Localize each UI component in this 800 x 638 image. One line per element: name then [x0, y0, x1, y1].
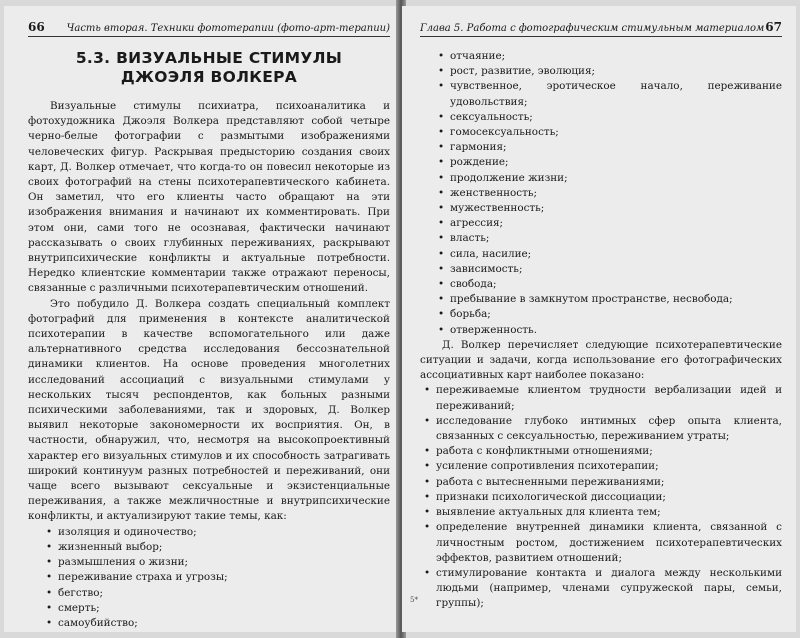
tasks-list — [420, 383, 782, 611]
list-item: • определение внутренней динамики клиента, связанной с личностным ростом, достижением психотерапевтических эффектов, развитием отношений; — [420, 520, 782, 566]
list-item: • жизненный выбор; — [42, 540, 390, 555]
list-item: • отверженность. — [434, 323, 782, 338]
right-page — [402, 6, 796, 632]
list-item: • исследование глубоко интимных сфер опыта клиента, связанных с сексуальностью, переживанием утраты; — [420, 414, 782, 444]
list-item: • зависимость; — [434, 262, 782, 277]
list-item: • переживание страха и угрозы; — [42, 570, 390, 585]
list-item: • работа с вытесненными переживаниями; — [420, 475, 782, 490]
left-page-header — [28, 20, 390, 37]
list-item: • гомосексуальность; — [434, 125, 782, 140]
left-page — [4, 6, 400, 632]
list-item: • гармония; — [434, 140, 782, 155]
section-title — [28, 49, 390, 87]
list-item: • размышления о жизни; — [42, 555, 390, 570]
right-page-number: 67 — [765, 20, 782, 34]
right-running-head: Глава 5. Работа с фотографическим стимульным материалом — [420, 23, 765, 34]
list-item: • свобода; — [434, 277, 782, 292]
list-item: • пребывание в замкнутом пространстве, несвобода; — [434, 292, 782, 307]
list-item: • изоляция и одиночество; — [42, 525, 390, 540]
list-item: • стимулирование контакта и диалога между несколькими людьми (например, членами супружеской пары, семьи, группы); — [420, 566, 782, 612]
list-item: • рост, развитие, эволюция; — [434, 64, 782, 79]
left-running-head: Часть вторая. Техники фототерапии (фото-арт-терапии) — [66, 23, 390, 34]
list-item: • сила, насилие; — [434, 247, 782, 262]
list-item: • самоубийство; — [42, 616, 390, 631]
list-item: • признаки психологической диссоциации; — [420, 490, 782, 505]
list-item: • смерть; — [42, 601, 390, 616]
list-item: • власть; — [434, 231, 782, 246]
section-title-line-2: ДЖОЭЛЯ ВОЛКЕРА — [120, 68, 298, 86]
list-item: • мужественность; — [434, 201, 782, 216]
list-item: • рождение; — [434, 155, 782, 170]
list-item: • агрессия; — [434, 216, 782, 231]
paragraph: Это побудило Д. Волкера создать специальный комплект фотографий для применения в контексте аналитической психотерапии в качестве вспомогательного или даже альтернативного средства исследования бессознательной динамики клиентов. На основе проведения многолетних исследований ассоциаций с визуальными стимулами у нескольких тысяч респондентов, как больных разными психическими заболеваниями, так и здоровых, Д. Волкер выявил некоторые закономерности их восприятия. Он, в частности, обнаружил, что, несмотря на высокопроективный характер его визуальных стимулов и их способность затрагивать широкий континуум разных потребностей и переживаний, они чаще всего вызывают сексуальные и экзистенциальные переживания, а также межличностные и внутрипсихические конфликты, и актуализируют такие темы, как: — [28, 297, 390, 523]
list-item: • женственность; — [434, 186, 782, 201]
list-item: • сексуальность; — [434, 110, 782, 125]
list-item: • отчаяние; — [434, 49, 782, 64]
list-item: • бегство; — [42, 586, 390, 601]
themes-list-part-1 — [42, 525, 390, 631]
paragraph: Визуальные стимулы психиатра, психоаналитика и фотохудожника Джоэля Волкера представляют собой четыре черно-белые фотографии с размытыми изображениями человеческих фигур. Раскрывая предысторию создания своих карт, Д. Волкер отмечает, что когда-то он повесил некоторые из своих фотографий на стены психотерапевтического кабинета. Он заметил, что его клиенты часто обращают на эти изображения внимания и начинают их комментировать. При этом они, сами того не осознавая, фактически начинают рассказывать о своих глубинных переживаниях, раскрывают внутрипсихические конфликты и актуальные потребности. Нередко клиентские комментарии также отражают переносы, связанные с различными психотерапевтическим отношений. — [28, 100, 390, 295]
list-item: • борьба; — [434, 307, 782, 322]
right-page-header — [420, 20, 782, 37]
list-item: • усиление сопротивления психотерапии; — [420, 459, 782, 474]
list-item: • продолжение жизни; — [434, 171, 782, 186]
left-page-number: 66 — [28, 20, 45, 34]
list-item: • выявление актуальных для клиента тем; — [420, 505, 782, 520]
list-item: • переживаемые клиентом трудности вербализации идей и переживаний; — [420, 383, 782, 413]
signature-mark: 5* — [410, 596, 418, 604]
list-item: • работа с конфликтными отношениями; — [420, 444, 782, 459]
paragraph: Д. Волкер перечисляет следующие психотерапевтические ситуации и задачи, когда использование его фотографических ассоциативных карт наиболее показано: — [420, 338, 782, 382]
section-title-line-1: 5.3. ВИЗУАЛЬНЫЕ СТИМУЛЫ — [75, 49, 343, 67]
themes-list-part-2 — [434, 49, 782, 338]
list-item: • чувственное, эротическое начало, переживание удовольствия; — [434, 79, 782, 109]
